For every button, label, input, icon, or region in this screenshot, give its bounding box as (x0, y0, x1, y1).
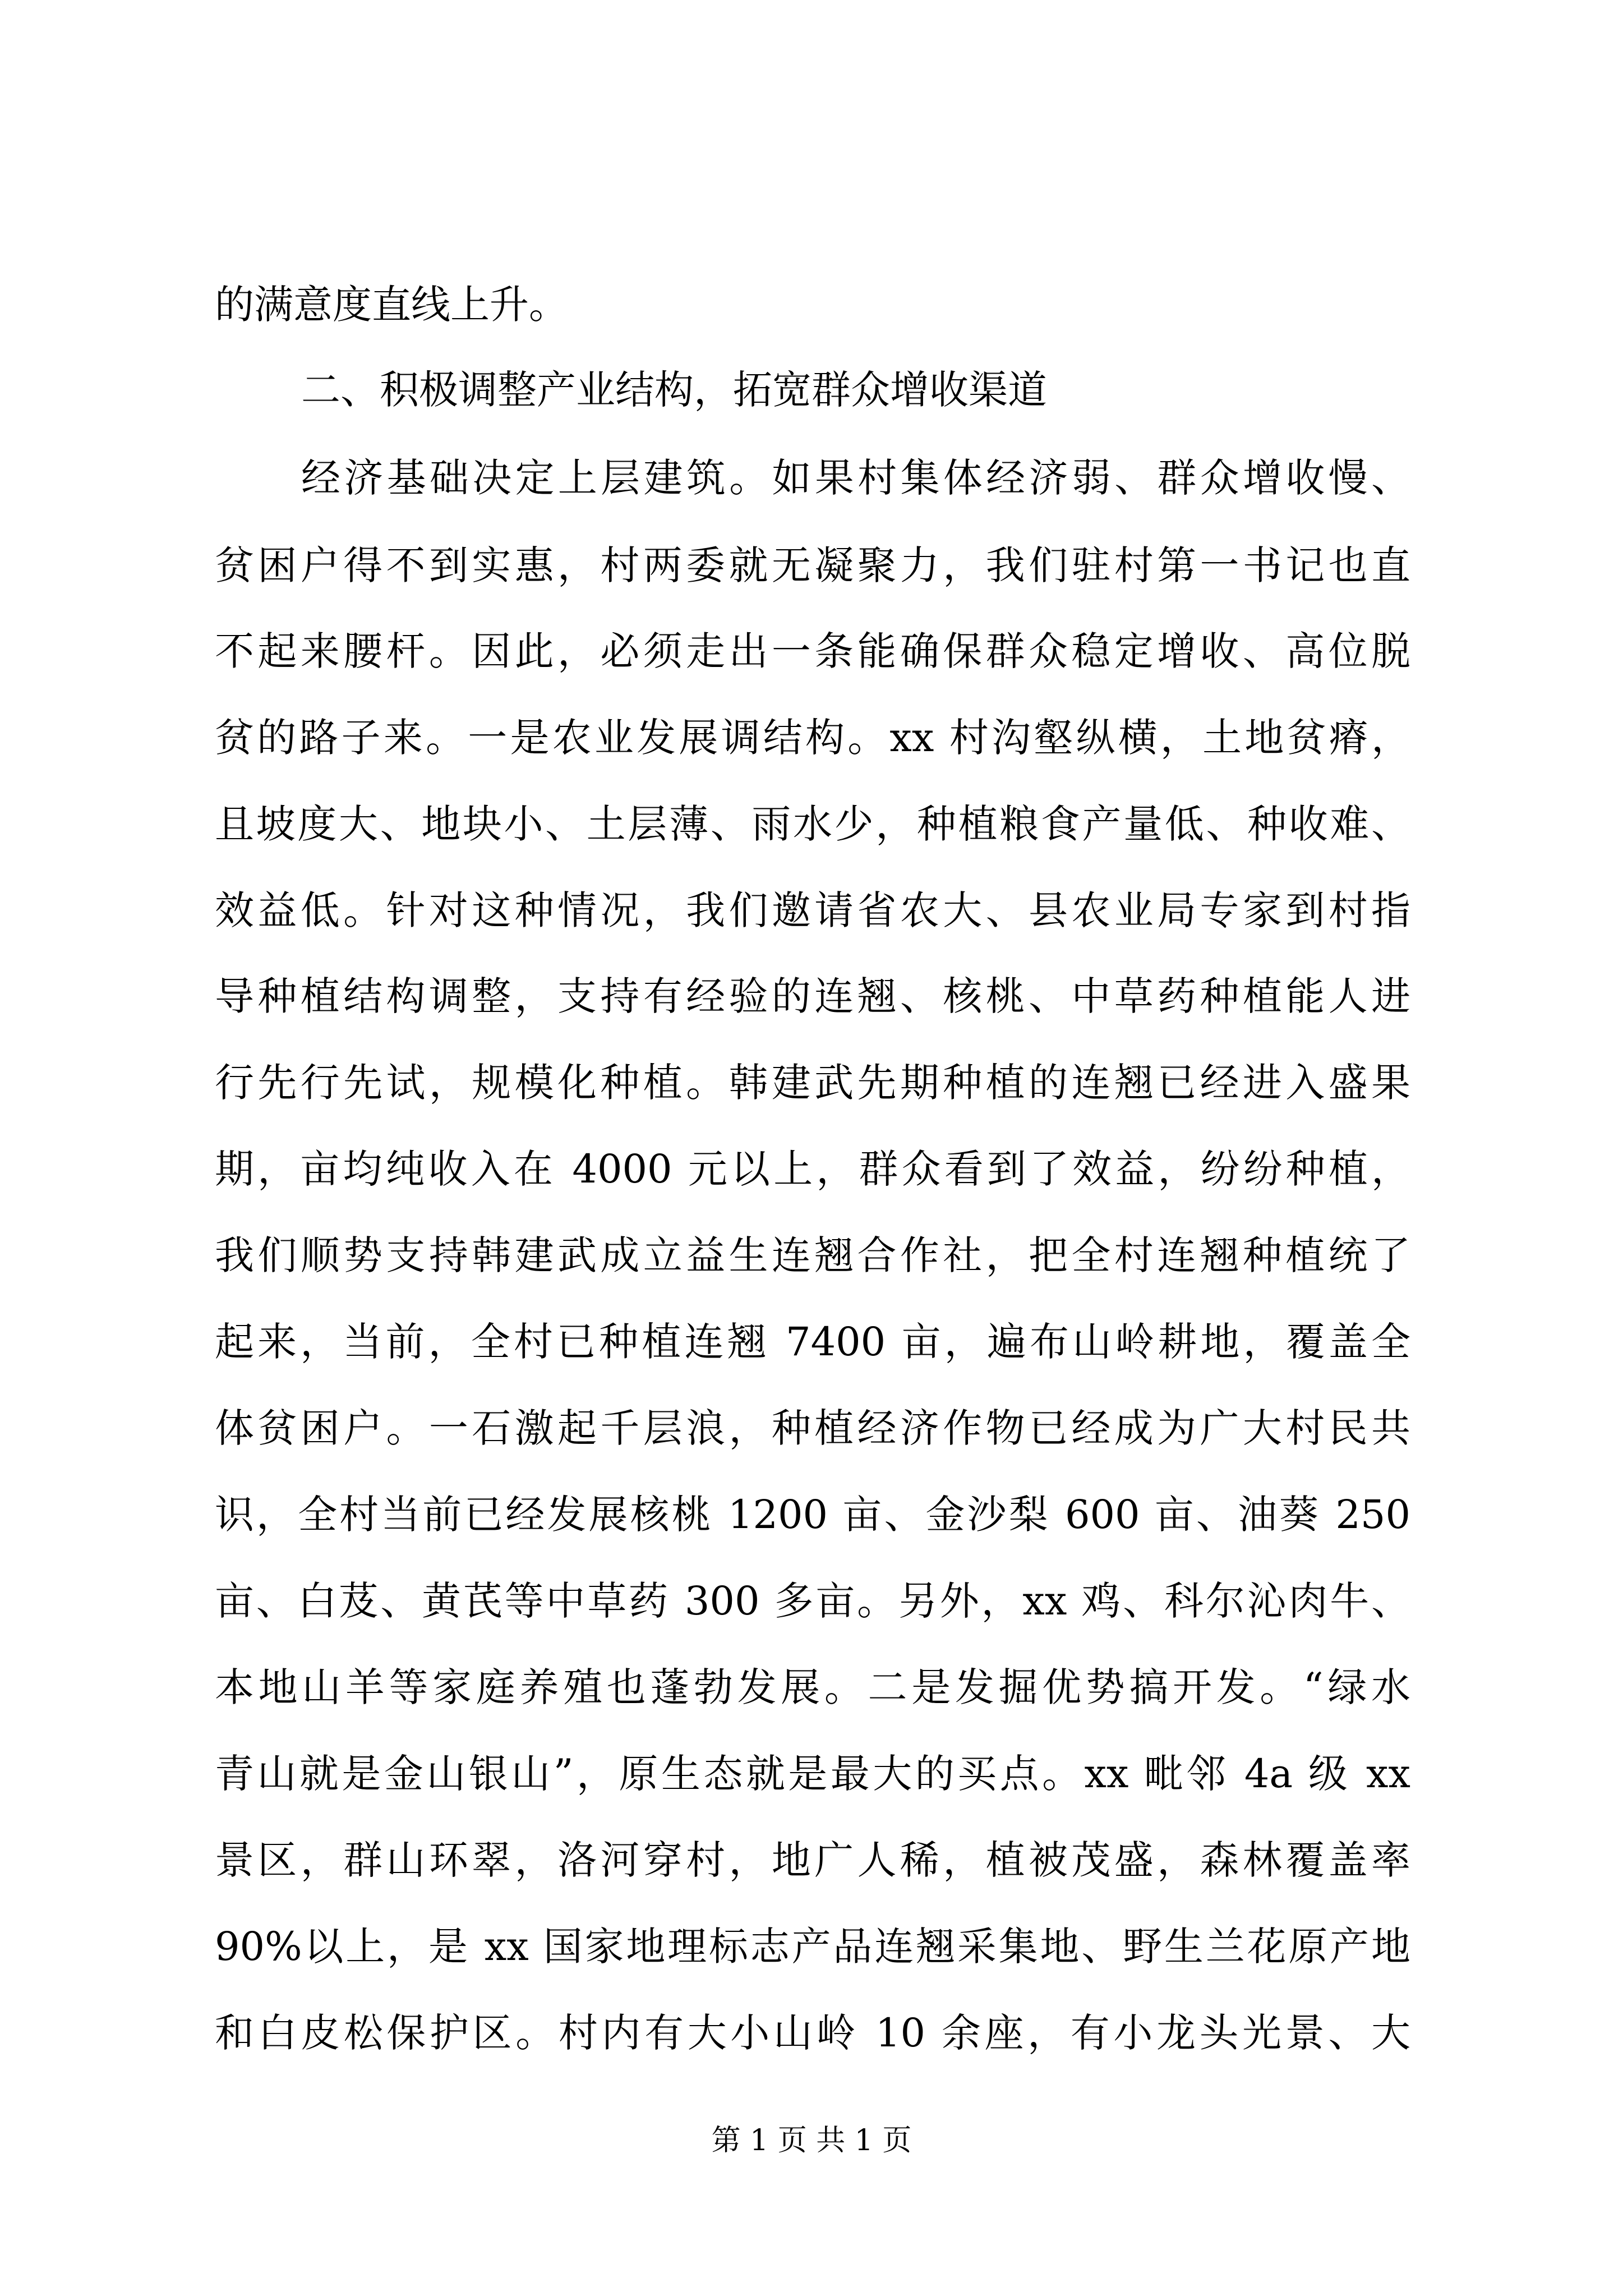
text-line: 导种植结构调整，支持有经验的连翘、核桃、中草药种植能人进 (215, 973, 1410, 1019)
text-line: 识，全村当前已经发展核桃 1200 亩、金沙梨 600 亩、油葵 250 (215, 1492, 1410, 1538)
text-line: 期，亩均纯收入在 4000 元以上，群众看到了效益，纷纷种植， (215, 1146, 1410, 1192)
text-line: 的满意度直线上升。 (215, 282, 568, 328)
text-line: 效益低。针对这种情况，我们邀请省农大、县农业局专家到村指 (215, 887, 1410, 933)
text-line: 体贫困户。一石激起千层浪，种植经济作物已经成为广大村民共 (215, 1405, 1410, 1451)
text-line: 90%以上，是 xx 国家地理标志产品连翘采集地、野生兰花原产地 (215, 1924, 1410, 1970)
text-line: 贫困户得不到实惠，村两委就无凝聚力，我们驻村第一书记也直 (215, 542, 1410, 588)
section-heading: 二、积极调整产业结构，拓宽群众增收渠道 (301, 367, 1047, 413)
text-line: 贫的路子来。一是农业发展调结构。xx 村沟壑纵横，土地贫瘠， (215, 715, 1410, 761)
text-line: 我们顺势支持韩建武成立益生连翘合作社，把全村连翘种植统了 (215, 1232, 1410, 1278)
text-line: 行先行先试，规模化种植。韩建武先期种植的连翘已经进入盛果 (215, 1060, 1410, 1106)
text-line: 亩、白芨、黄芪等中草药 300 多亩。另外，xx 鸡、科尔沁肉牛、 (215, 1578, 1410, 1624)
text-line: 和白皮松保护区。村内有大小山岭 10 余座，有小龙头光景、大 (215, 2010, 1410, 2056)
text-line: 经济基础决定上层建筑。如果村集体经济弱、群众增收慢、 (301, 455, 1410, 501)
page-footer: 第 1 页 共 1 页 (711, 2124, 912, 2157)
text-line: 景区，群山环翠，洛河穿村，地广人稀，植被茂盛，森林覆盖率 (215, 1837, 1410, 1883)
text-line: 且坡度大、地块小、土层薄、雨水少，种植粮食产量低、种收难、 (215, 801, 1410, 847)
text-line: 本地山羊等家庭养殖也蓬勃发展。二是发掘优势搞开发。“绿水 (215, 1664, 1410, 1710)
text-line: 青山就是金山银山”，原生态就是最大的买点。xx 毗邻 4a 级 xx (215, 1751, 1410, 1797)
text-line: 起来，当前，全村已种植连翘 7400 亩，遍布山岭耕地，覆盖全 (215, 1319, 1410, 1365)
text-line: 不起来腰杆。因此，必须走出一条能确保群众稳定增收、高位脱 (215, 628, 1410, 674)
